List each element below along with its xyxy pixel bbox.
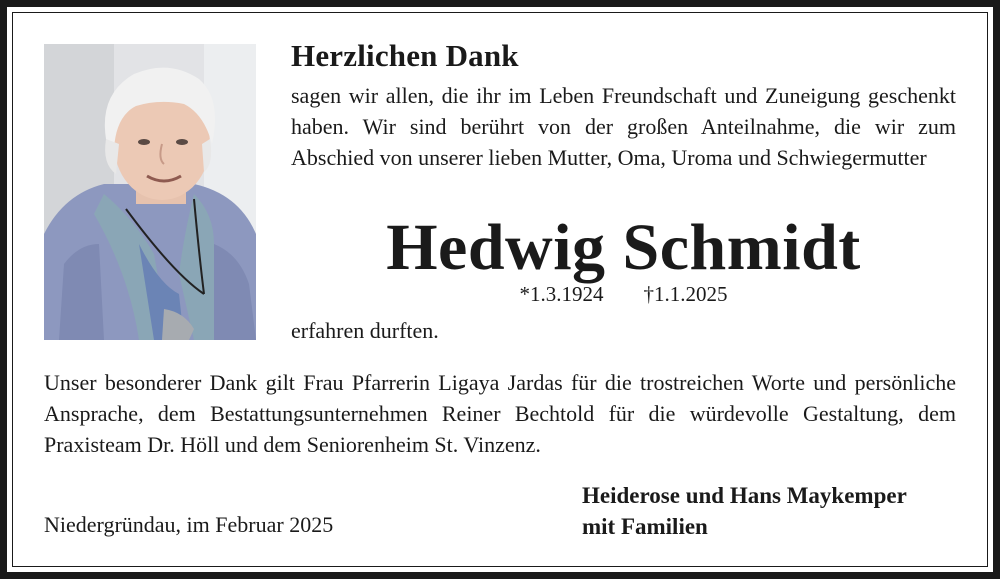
portrait-photo [44,44,256,340]
signature-family: mit Familien [582,514,708,539]
signature-names: Heiderose und Hans Maykemper [582,483,907,508]
thanks-heading: Herzlichen Dank [291,38,519,73]
birth-date: *1.3.1924 [519,282,604,306]
deceased-name: Hedwig Schmidt [386,211,861,284]
place-date: Niedergründau, im Februar 2025 [44,512,334,537]
life-dates [291,282,956,307]
signature [582,480,907,542]
special-thanks-text: Unser besonderer Dank gilt Frau Pfarrerin Ligaya Jardas für die trostreichen Worte und persönliche Ansprache, dem Bestattungsunternehmen Reiner Bechtold für die würdevolle Gestaltung, dem Praxisteam Dr. Höll und dem Seniorenheim St. Vinzenz. [44,370,956,457]
conclusion-text: erfahren durften. [291,318,439,343]
death-date: †1.1.2025 [643,282,728,306]
intro-text: sagen wir allen, die ihr im Leben Freundschaft und Zuneigung geschenkt haben. Wir sind berührt von der großen Anteilnahme, die wir zum Abschied von unserer lieben Mutter, Oma, Uroma und Schwiegermutter [291,83,956,170]
